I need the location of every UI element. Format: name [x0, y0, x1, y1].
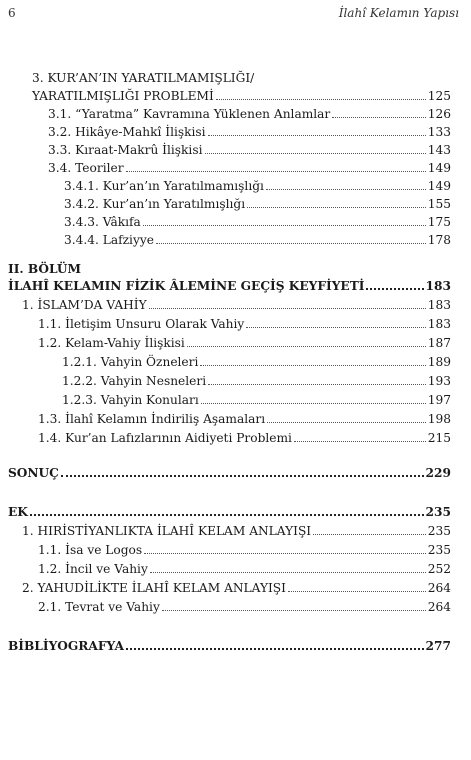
toc-entry: [0, 371, 471, 389]
toc-entry-page: 264: [427, 600, 451, 614]
toc-entry-page: 175: [427, 215, 451, 229]
leader-dots: [366, 288, 423, 290]
toc-entry: [0, 409, 471, 427]
toc-entry-label: 1.2.2. Vahyin Nesneleri: [62, 374, 207, 388]
toc-entry-page: 252: [427, 562, 451, 576]
toc-entry: [0, 597, 471, 615]
toc-entry-label: EK: [8, 505, 28, 519]
leader-dots: [30, 514, 424, 516]
toc-entry-bibliography: [0, 636, 471, 654]
toc-entry-label: 1.2. İncil ve Vahiy: [38, 562, 148, 576]
toc-entry: [0, 230, 471, 248]
toc-entry-page: 155: [427, 197, 451, 211]
toc-entry-label: 2. YAHUDİLİKTE İLAHÎ KELAM ANLAYIŞI: [22, 581, 286, 595]
toc-entry-label: 3.4.3. Vâkıfa: [64, 215, 141, 229]
toc-entry: [0, 295, 471, 313]
toc-entry-label: 1.2.1. Vahyin Özneleri: [62, 355, 199, 369]
running-header: [8, 6, 459, 22]
leader-dots: [126, 171, 426, 172]
toc-entry: [0, 104, 471, 122]
toc-entry-page: 229: [425, 466, 451, 480]
toc-entry-appendix: [0, 502, 471, 520]
toc-entry-page: 235: [425, 505, 451, 519]
toc-entry-page: 133: [427, 125, 451, 139]
toc-entry-label: 1.3. İlahî Kelamın İndiriliş Aşamaları: [38, 412, 266, 426]
leader-dots: [61, 475, 424, 477]
leader-dots: [267, 422, 426, 423]
leader-dots: [144, 553, 426, 554]
leader-dots: [288, 591, 426, 592]
leader-dots: [143, 225, 426, 226]
toc-entry-label: 3.4.4. Lafziyye: [64, 233, 154, 247]
leader-dots: [246, 327, 425, 328]
toc-entry: [0, 521, 471, 539]
toc-entry-label: 3.3. Kıraat-Makrû İlişkisi: [48, 143, 203, 157]
toc-entry: [0, 176, 471, 194]
toc-entry-page: 215: [427, 431, 451, 445]
toc-entry-label: 3.4. Teoriler: [48, 161, 124, 175]
toc-entry: [0, 158, 471, 176]
toc-entry: [0, 559, 471, 577]
leader-dots: [200, 365, 425, 366]
toc-entry-page: 187: [427, 336, 451, 350]
toc-entry: [0, 122, 471, 140]
toc-entry-label: 3. KUR’AN’IN YARATILMAMIŞLIĞI/: [32, 71, 255, 85]
toc-entry-page: 183: [427, 317, 451, 331]
toc-entry-label: 3.1. “Yaratma” Kavramına Yüklenen Anlamlar: [48, 107, 331, 121]
toc-entry-label: 1. İSLAM’DA VAHİY: [22, 298, 147, 312]
toc-entry-conclusion: [0, 463, 471, 481]
toc-entry-label: 1.2.3. Vahyin Konuları: [62, 393, 199, 407]
toc-entry-page: 189: [427, 355, 451, 369]
toc-entry: [0, 390, 471, 408]
toc-entry-label: YARATILMIŞLIĞI PROBLEMİ: [32, 89, 214, 103]
toc-entry: [0, 352, 471, 370]
toc-entry: [0, 428, 471, 446]
toc-entry-label: 1.4. Kur’an Lafızlarının Aidiyeti Problemi: [38, 431, 292, 445]
toc-entry-page: 193: [427, 374, 451, 388]
leader-dots: [201, 403, 426, 404]
toc-entry-label: 2.1. Tevrat ve Vahiy: [38, 600, 160, 614]
toc-entry-page: 198: [427, 412, 451, 426]
leader-dots: [216, 99, 426, 100]
toc-entry-page: 149: [427, 161, 451, 175]
toc-entry: [0, 212, 471, 230]
toc-entry-label: 3.4.1. Kur’an’ın Yaratılmamışlığı: [64, 179, 264, 193]
leader-dots: [162, 610, 426, 611]
leader-dots: [205, 153, 426, 154]
toc-entry-ch3-line1: [0, 68, 471, 86]
page-number: 6: [8, 6, 16, 20]
leader-dots: [208, 384, 426, 385]
leader-dots: [247, 207, 426, 208]
toc-entry-page: 197: [427, 393, 451, 407]
toc-entry-label: 3.4.2. Kur’an’ın Yaratılmışlığı: [64, 197, 246, 211]
toc-entry-page: 143: [427, 143, 451, 157]
leader-dots: [126, 648, 424, 650]
toc-entry: [0, 140, 471, 158]
toc-entry-label: İLAHÎ KELAMIN FİZİK ÂLEMİNE GEÇİŞ KEYFİYETİ: [8, 279, 365, 293]
leader-dots: [150, 572, 426, 573]
leader-dots: [208, 135, 426, 136]
toc-entry-page: 235: [427, 543, 451, 557]
leader-dots: [266, 189, 426, 190]
toc-entry: [0, 194, 471, 212]
toc-entry-page: 264: [427, 581, 451, 595]
toc-entry-label: SONUÇ: [8, 466, 59, 480]
toc-entry-label: 1. HIRİSTİYANLIKTA İLAHÎ KELAM ANLAYIŞI: [22, 524, 312, 538]
toc-entry-page: 235: [427, 524, 451, 538]
toc-entry-page: 126: [427, 107, 451, 121]
leader-dots: [149, 308, 426, 309]
leader-dots: [187, 346, 426, 347]
toc-entry-page: 149: [427, 179, 451, 193]
toc-entry-page: 125: [427, 89, 451, 103]
toc-entry: [0, 540, 471, 558]
leader-dots: [313, 534, 426, 535]
leader-dots: [156, 243, 426, 244]
toc-entry-label: 1.2. Kelam-Vahiy İlişkisi: [38, 336, 185, 350]
leader-dots: [332, 117, 425, 118]
toc-entry-page: 183: [425, 279, 451, 293]
toc-entry-part2: [0, 276, 471, 294]
part-heading: II. BÖLÜM: [8, 262, 82, 276]
toc-entry-ch3: [0, 86, 471, 104]
toc-entry: [0, 314, 471, 332]
toc-entry: [0, 333, 471, 351]
toc-entry-page: 183: [427, 298, 451, 312]
toc-entry-label: 1.1. İsa ve Logos: [38, 543, 143, 557]
leader-dots: [294, 441, 426, 442]
toc-entry-page: 277: [425, 639, 451, 653]
toc-entry: [0, 578, 471, 596]
toc-entry-label: 3.2. Hikâye-Mahkî İlişkisi: [48, 125, 206, 139]
toc-entry-label: BİBLİYOGRAFYA: [8, 639, 124, 653]
running-title: İlahî Kelamın Yapısı: [338, 6, 459, 20]
toc-entry-page: 178: [427, 233, 451, 247]
toc-entry-label: 1.1. İletişim Unsuru Olarak Vahiy: [38, 317, 245, 331]
